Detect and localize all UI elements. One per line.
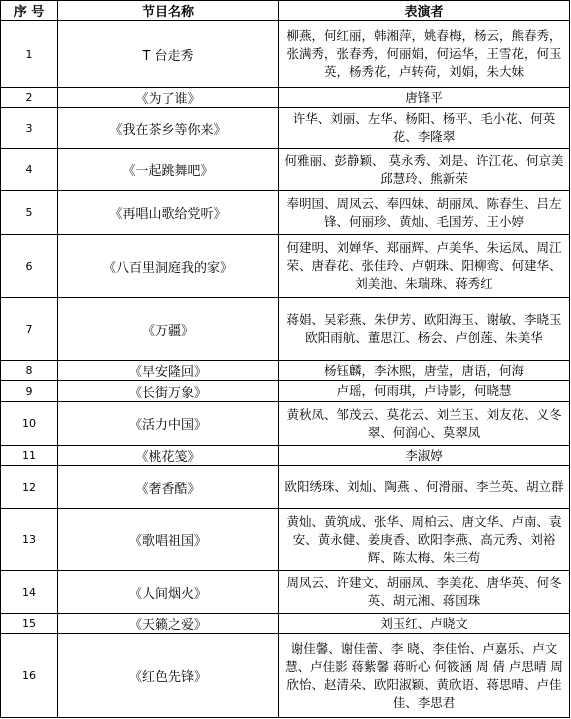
- performers-cell: 周凤云、许建文、胡丽凤、李美花、唐华英、何冬英、胡元湘、蒋国珠: [279, 571, 570, 614]
- program-title: 《人间烟火》: [58, 571, 279, 614]
- header-performers: 表演者: [279, 1, 570, 21]
- performers-cell: 黄灿、黄筑成、张华、周柏云、唐文华、卢南、袁安、黄永健、姜庚香、欧阳李燕、高元秀、刘裕辉、陈太梅、朱三苟: [279, 509, 570, 571]
- table-row: [1, 446, 570, 466]
- row-number: 12: [1, 466, 58, 509]
- table-row: [1, 88, 570, 108]
- row-number: 1: [1, 21, 58, 88]
- performers-cell: 柳燕，何红丽，韩湘萍，姚春梅，杨云，熊春秀，张满秀，张春秀，何丽娟，何运华，王雪花，何玉英，杨秀花，卢转荷，刘娟，朱大妹: [279, 21, 570, 88]
- table-row: [1, 571, 570, 614]
- performers-cell: 李淑婷: [279, 446, 570, 466]
- program-title: 《长街万象》: [58, 381, 279, 402]
- table-row: [1, 21, 570, 88]
- table-row: [1, 361, 570, 381]
- program-title: 《天籁之爱》: [58, 614, 279, 634]
- table-row: [1, 509, 570, 571]
- header-row: [1, 1, 570, 21]
- program-title: 《歌唱祖国》: [58, 509, 279, 571]
- program-title: 《八百里洞庭我的家》: [58, 235, 279, 298]
- row-number: 15: [1, 614, 58, 634]
- table-row: [1, 381, 570, 402]
- performers-cell: 黄秋凤、邹茂云、莫花云、刘兰玉、刘友花、义冬翠、何润心、莫翠凤: [279, 402, 570, 446]
- table-row: [1, 614, 570, 634]
- performers-cell: 蒋娟、吴彩燕、朱伊芳、欧阳海玉、谢敏、李晓玉欧阳雨航、董思江、杨会、卢创莲、朱美华: [279, 298, 570, 361]
- table-row: [1, 191, 570, 235]
- performers-cell: 奉明国、周凤云、奉四妹、胡丽凤、陈春生、吕左锋、何丽珍、黄灿、毛国芳、王小婷: [279, 191, 570, 235]
- table-row: [1, 402, 570, 446]
- performers-cell: 唐锋平: [279, 88, 570, 108]
- program-title: 《再唱山歌给党听》: [58, 191, 279, 235]
- program-title: 《活力中国》: [58, 402, 279, 446]
- performers-cell: 许华、刘丽、左华、杨阳、杨平、毛小花、何英花、李隆翠: [279, 108, 570, 149]
- row-number: 2: [1, 88, 58, 108]
- table-row: [1, 298, 570, 361]
- performers-cell: 谢佳馨、谢佳蕾、李 晓、李佳怡、卢嘉乐、卢文慧、卢佳影 蒋紫馨 蒋昕心 何筱涵 周 倩 卢思晴 周欣怡、赵清朵、欧阳淑颖、黄欣语、蒋思晴、卢佳佳、李思君: [279, 634, 570, 718]
- program-title: 《早安隆回》: [58, 361, 279, 381]
- program-title: 《万疆》: [58, 298, 279, 361]
- program-title: 《一起跳舞吧》: [58, 149, 279, 191]
- table-row: [1, 108, 570, 149]
- row-number: 7: [1, 298, 58, 361]
- table-row: [1, 634, 570, 718]
- row-number: 4: [1, 149, 58, 191]
- row-number: 11: [1, 446, 58, 466]
- row-number: 10: [1, 402, 58, 446]
- program-title: 《奢香酷》: [58, 466, 279, 509]
- performers-cell: 何雅丽、彭静颖、 莫永秀、刘是、许江花、何京美 邱慧玲、熊新荣: [279, 149, 570, 191]
- row-number: 8: [1, 361, 58, 381]
- program-title: 《我在茶乡等你来》: [58, 108, 279, 149]
- header-title: 节目名称: [58, 1, 279, 21]
- header-num: 序 号: [1, 1, 58, 21]
- row-number: 5: [1, 191, 58, 235]
- row-number: 13: [1, 509, 58, 571]
- performers-cell: 何建明、刘婵华、郑丽辉、卢美华、朱运凤、周江荣、唐春花、张佳玲、卢朝珠、阳柳鸾、何建华、刘美池、朱瑞珠、蒋秀红: [279, 235, 570, 298]
- row-number: 16: [1, 634, 58, 718]
- performers-cell: 刘玉红、卢晓文: [279, 614, 570, 634]
- table-row: [1, 235, 570, 298]
- performers-cell: 杨钰麟，李沐熙，唐莹，唐语，何海: [279, 361, 570, 381]
- row-number: 9: [1, 381, 58, 402]
- performers-cell: 卢瑶，何雨琪，卢诗影，何晓慧: [279, 381, 570, 402]
- program-title: 《为了谁》: [58, 88, 279, 108]
- program-title: 《红色先锋》: [58, 634, 279, 718]
- program-title: T 台走秀: [58, 21, 279, 88]
- performers-cell: 欧阳绣珠、刘灿、陶燕 、何滑丽、李兰英、胡立群: [279, 466, 570, 509]
- row-number: 6: [1, 235, 58, 298]
- table-row: [1, 466, 570, 509]
- table-row: [1, 149, 570, 191]
- row-number: 3: [1, 108, 58, 149]
- program-title: 《桃花笺》: [58, 446, 279, 466]
- row-number: 14: [1, 571, 58, 614]
